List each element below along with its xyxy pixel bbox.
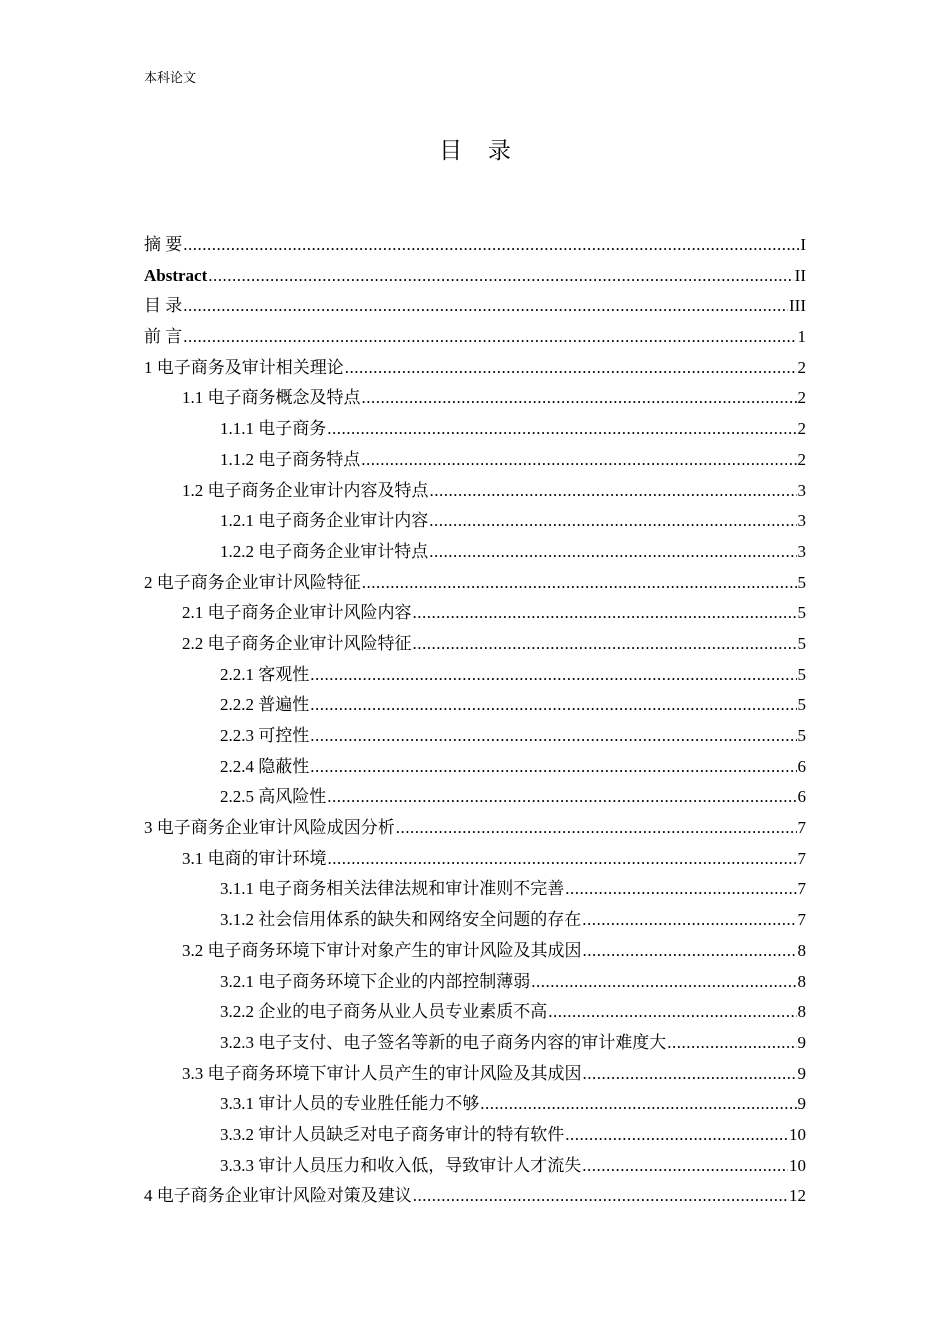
toc-entry[interactable] [144,813,806,844]
toc-entry[interactable] [144,844,806,875]
toc-entry[interactable] [144,660,806,691]
toc-entry-page-number: 3 [797,480,806,500]
toc-dot-leader [361,445,796,476]
toc-entry-label: 1.2 电子商务企业审计内容及特点 [182,480,429,500]
toc-entry[interactable] [144,445,806,476]
toc-entry-page-number: 7 [797,910,806,930]
toc-entry-page-number: 9 [797,1063,806,1083]
toc-entry-label: 2.2.3 可控性 [220,726,310,745]
toc-entry-page-number: III [789,296,806,316]
table-of-contents [144,230,806,1212]
toc-entry-label: 3.2 电子商务环境下审计对象产生的审计风险及其成因 [182,940,582,960]
toc-entry[interactable] [144,1028,806,1059]
toc-entry-page-number: 7 [797,879,806,899]
toc-dot-leader [362,383,797,414]
toc-dot-leader [310,721,796,752]
toc-dot-leader [583,1059,797,1090]
toc-dot-leader [362,568,797,599]
toc-entry-page-number: 9 [797,1094,806,1114]
toc-entry-page-number: 9 [797,1032,806,1052]
toc-dot-leader [582,905,796,936]
toc-entry[interactable] [144,1181,806,1212]
toc-entry[interactable] [144,568,806,599]
toc-entry-label: Abstract [144,265,208,285]
toc-entry[interactable] [144,690,806,721]
toc-dot-leader [480,1089,796,1120]
toc-entry[interactable] [144,967,806,998]
toc-dot-leader [548,997,796,1028]
toc-dot-leader [328,844,797,875]
toc-entry-page-number: 2 [797,449,806,469]
page-header-label: 本科论文 [144,70,197,85]
toc-entry-page-number: 8 [797,1002,806,1022]
toc-entry-label: 摘 要 [144,235,183,254]
toc-entry-label: 目 录 [144,296,183,316]
toc-entry-page-number: 8 [797,940,806,960]
toc-entry-label: 3.3.2 审计人员缺乏对电子商务审计的特有软件 [220,1124,565,1144]
toc-dot-leader [565,1120,788,1151]
toc-entry[interactable] [144,1059,806,1090]
toc-dot-leader [327,782,796,813]
toc-entry-label: 2.1 电子商务企业审计风险内容 [182,603,412,623]
toc-entry-page-number: 5 [797,633,806,653]
toc-dot-leader [667,1028,796,1059]
toc-dot-leader [429,506,796,537]
toc-entry-label: 2.2 电子商务企业审计风险特征 [182,633,412,653]
toc-entry-page-number: 2 [797,388,806,408]
toc-entry-page-number: 5 [797,726,806,745]
toc-title: 目 录 [439,138,521,163]
toc-dot-leader [310,752,796,783]
toc-entry[interactable] [144,1151,806,1182]
toc-entry[interactable] [144,230,806,261]
toc-entry-page-number: 12 [789,1186,806,1206]
toc-dot-leader [183,291,788,322]
toc-entry-label: 3 电子商务企业审计风险成因分析 [144,818,395,838]
toc-entry-label: 前 言 [144,327,183,347]
toc-entry[interactable] [144,905,806,936]
toc-entry[interactable] [144,322,806,353]
toc-entry-label: 3.2.3 电子支付、电子签名等新的电子商务内容的审计难度大 [220,1032,667,1052]
toc-dot-leader [345,353,797,384]
toc-entry-page-number: 3 [797,541,806,561]
toc-dot-leader [430,476,797,507]
toc-entry-page-number: 1 [797,327,806,347]
toc-entry[interactable] [144,752,806,783]
toc-entry-label: 1.1.1 电子商务 [220,419,327,439]
toc-entry-label: 1.1 电子商务概念及特点 [182,388,361,408]
toc-dot-leader [310,690,796,721]
toc-entry-label: 2.2.1 客观性 [220,664,310,684]
toc-entry[interactable] [144,537,806,568]
toc-entry-label: 3.1 电商的审计环境 [182,848,327,868]
toc-entry[interactable] [144,997,806,1028]
toc-entry-page-number: 5 [797,695,806,715]
toc-entry[interactable] [144,721,806,752]
toc-entry-page-number: 8 [797,971,806,991]
toc-entry-page-number: 6 [797,756,806,776]
toc-entry[interactable] [144,874,806,905]
toc-entry[interactable] [144,506,806,537]
toc-entry-label: 3.2.2 企业的电子商务从业人员专业素质不高 [220,1002,548,1022]
toc-entry[interactable] [144,261,806,292]
toc-entry[interactable] [144,353,806,384]
toc-entry-page-number: 2 [797,357,806,377]
toc-entry-page-number: 2 [797,419,806,439]
toc-entry-label: 3.1.1 电子商务相关法律法规和审计准则不完善 [220,879,565,899]
toc-entry-label: 2.2.5 高风险性 [220,787,327,807]
toc-dot-leader [413,1181,788,1212]
toc-dot-leader [327,414,796,445]
toc-dot-leader [565,874,796,905]
toc-entry-page-number: 6 [797,787,806,807]
toc-entry-label: 4 电子商务企业审计风险对策及建议 [144,1186,412,1206]
toc-entry[interactable] [144,782,806,813]
toc-entry-label: 2.2.2 普遍性 [220,695,310,715]
toc-entry[interactable] [144,476,806,507]
toc-entry[interactable] [144,629,806,660]
toc-dot-leader [183,322,796,353]
toc-entry-label: 3.3.1 审计人员的专业胜任能力不够 [220,1094,480,1114]
toc-entry-label: 2.2.4 隐蔽性 [220,756,310,776]
toc-entry-label: 2 电子商务企业审计风险特征 [144,572,361,592]
toc-dot-leader [396,813,797,844]
toc-entry[interactable] [144,414,806,445]
toc-entry-page-number: 5 [797,572,806,592]
toc-entry[interactable] [144,1120,806,1151]
toc-entry-page-number: 10 [789,1155,806,1175]
toc-dot-leader [208,261,793,292]
toc-entry-label: 1.2.2 电子商务企业审计特点 [220,541,429,561]
toc-dot-leader [183,230,799,261]
toc-entry-label: 1.1.2 电子商务特点 [220,449,361,469]
toc-dot-leader [310,660,796,691]
toc-entry-page-number: 7 [797,818,806,838]
toc-entry-label: 3.1.2 社会信用体系的缺失和网络安全问题的存在 [220,910,582,930]
toc-entry-page-number: 10 [789,1124,806,1144]
toc-entry-page-number: II [794,265,806,285]
toc-entry-label: 1 电子商务及审计相关理论 [144,357,344,377]
toc-dot-leader [582,1151,788,1182]
toc-entry-page-number: 5 [797,603,806,623]
toc-entry-label: 1.2.1 电子商务企业审计内容 [220,511,429,531]
toc-entry-page-number: 7 [797,848,806,868]
toc-dot-leader [413,629,797,660]
toc-entry[interactable] [144,936,806,967]
toc-entry[interactable] [144,383,806,414]
toc-entry-label: 3.3 电子商务环境下审计人员产生的审计风险及其成因 [182,1063,582,1083]
toc-entry[interactable] [144,598,806,629]
toc-dot-leader [429,537,796,568]
toc-entry-page-number: I [800,235,806,254]
toc-dot-leader [531,967,796,998]
toc-dot-leader [413,598,797,629]
toc-entry-label: 3.3.3 审计人员压力和收入低，导致审计人才流失 [220,1155,582,1175]
toc-entry-page-number: 5 [797,664,806,684]
toc-entry-page-number: 3 [797,511,806,531]
toc-entry-label: 3.2.1 电子商务环境下企业的内部控制薄弱 [220,971,531,991]
toc-entry[interactable] [144,291,806,322]
toc-entry[interactable] [144,1089,806,1120]
toc-dot-leader [583,936,797,967]
